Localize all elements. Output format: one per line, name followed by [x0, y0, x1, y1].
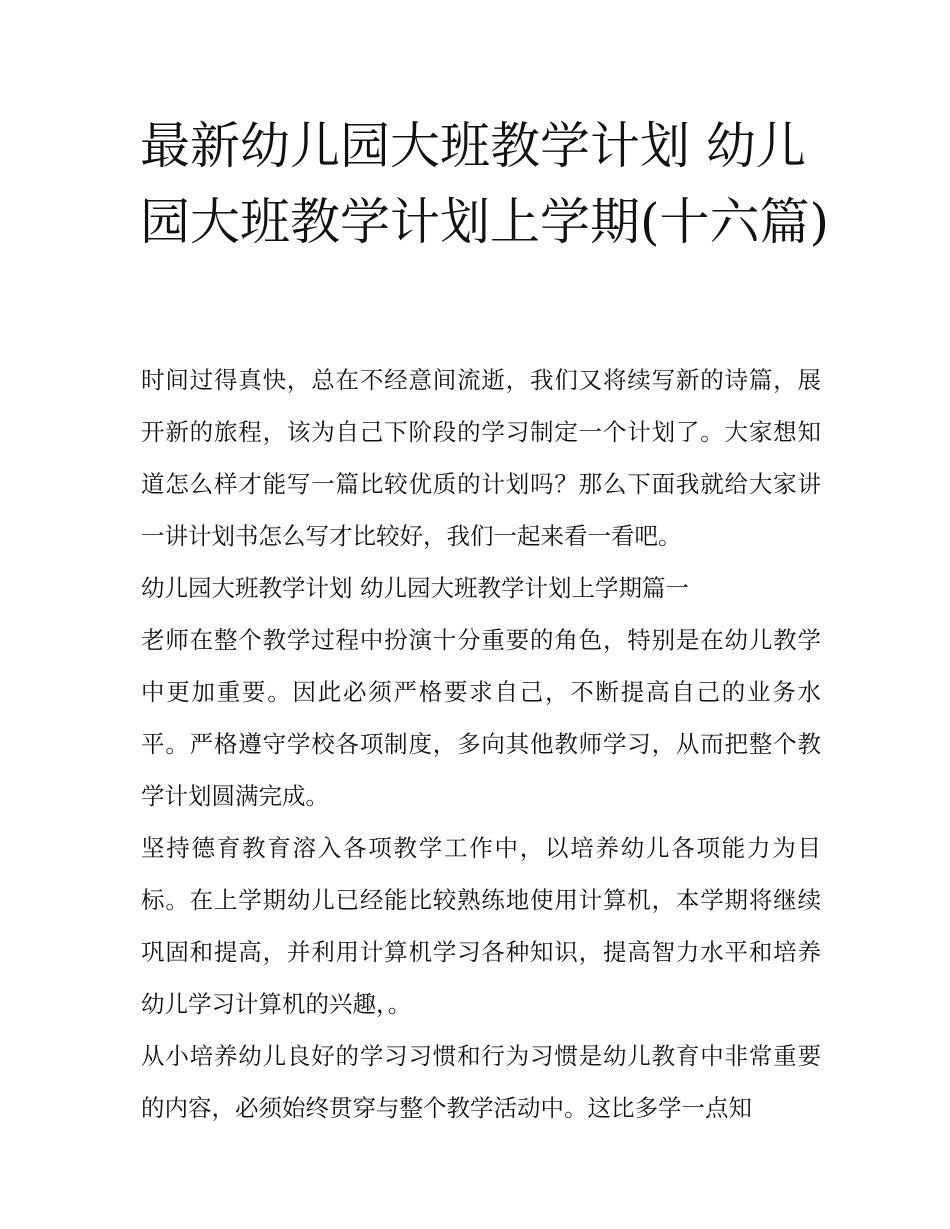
document-body: [141, 354, 821, 1134]
document-title: 最新幼儿园大班教学计划 幼儿园大班教学计划上学期(十六篇): [140, 117, 830, 251]
section-heading: 幼儿园大班教学计划 幼儿园大班教学计划上学期篇一: [141, 574, 689, 602]
body-paragraph: 老师在整个教学过程中扮演十分重要的角色，特别是在幼儿教学中更加重要。因此必须严格要求自己，不断提高自己的业务水平。严格遵守学校各项制度，多向其他教师学习，从而把整个教学计划圆满完成。: [141, 626, 821, 810]
intro-paragraph: 时间过得真快，总在不经意间流逝，我们又将续写新的诗篇，展开新的旅程，该为自己下阶段的学习制定一个计划了。大家想知道怎么样才能写一篇比较优质的计划吗？那么下面我就给大家讲一讲计划书怎么写才比较好，我们一起来看一看吧。: [141, 366, 821, 550]
body-paragraph: 从小培养幼儿良好的学习习惯和行为习惯是幼儿教育中非常重要的内容，必须始终贯穿与整个教学活动中。这比多学一点知: [141, 1042, 821, 1122]
body-paragraph: 坚持德育教育溶入各项教学工作中，以培养幼儿各项能力为目标。在上学期幼儿已经能比较熟练地使用计算机，本学期将继续巩固和提高，并利用计算机学习各种知识，提高智力水平和培养幼儿学习计算机的兴趣，。: [141, 834, 821, 1018]
